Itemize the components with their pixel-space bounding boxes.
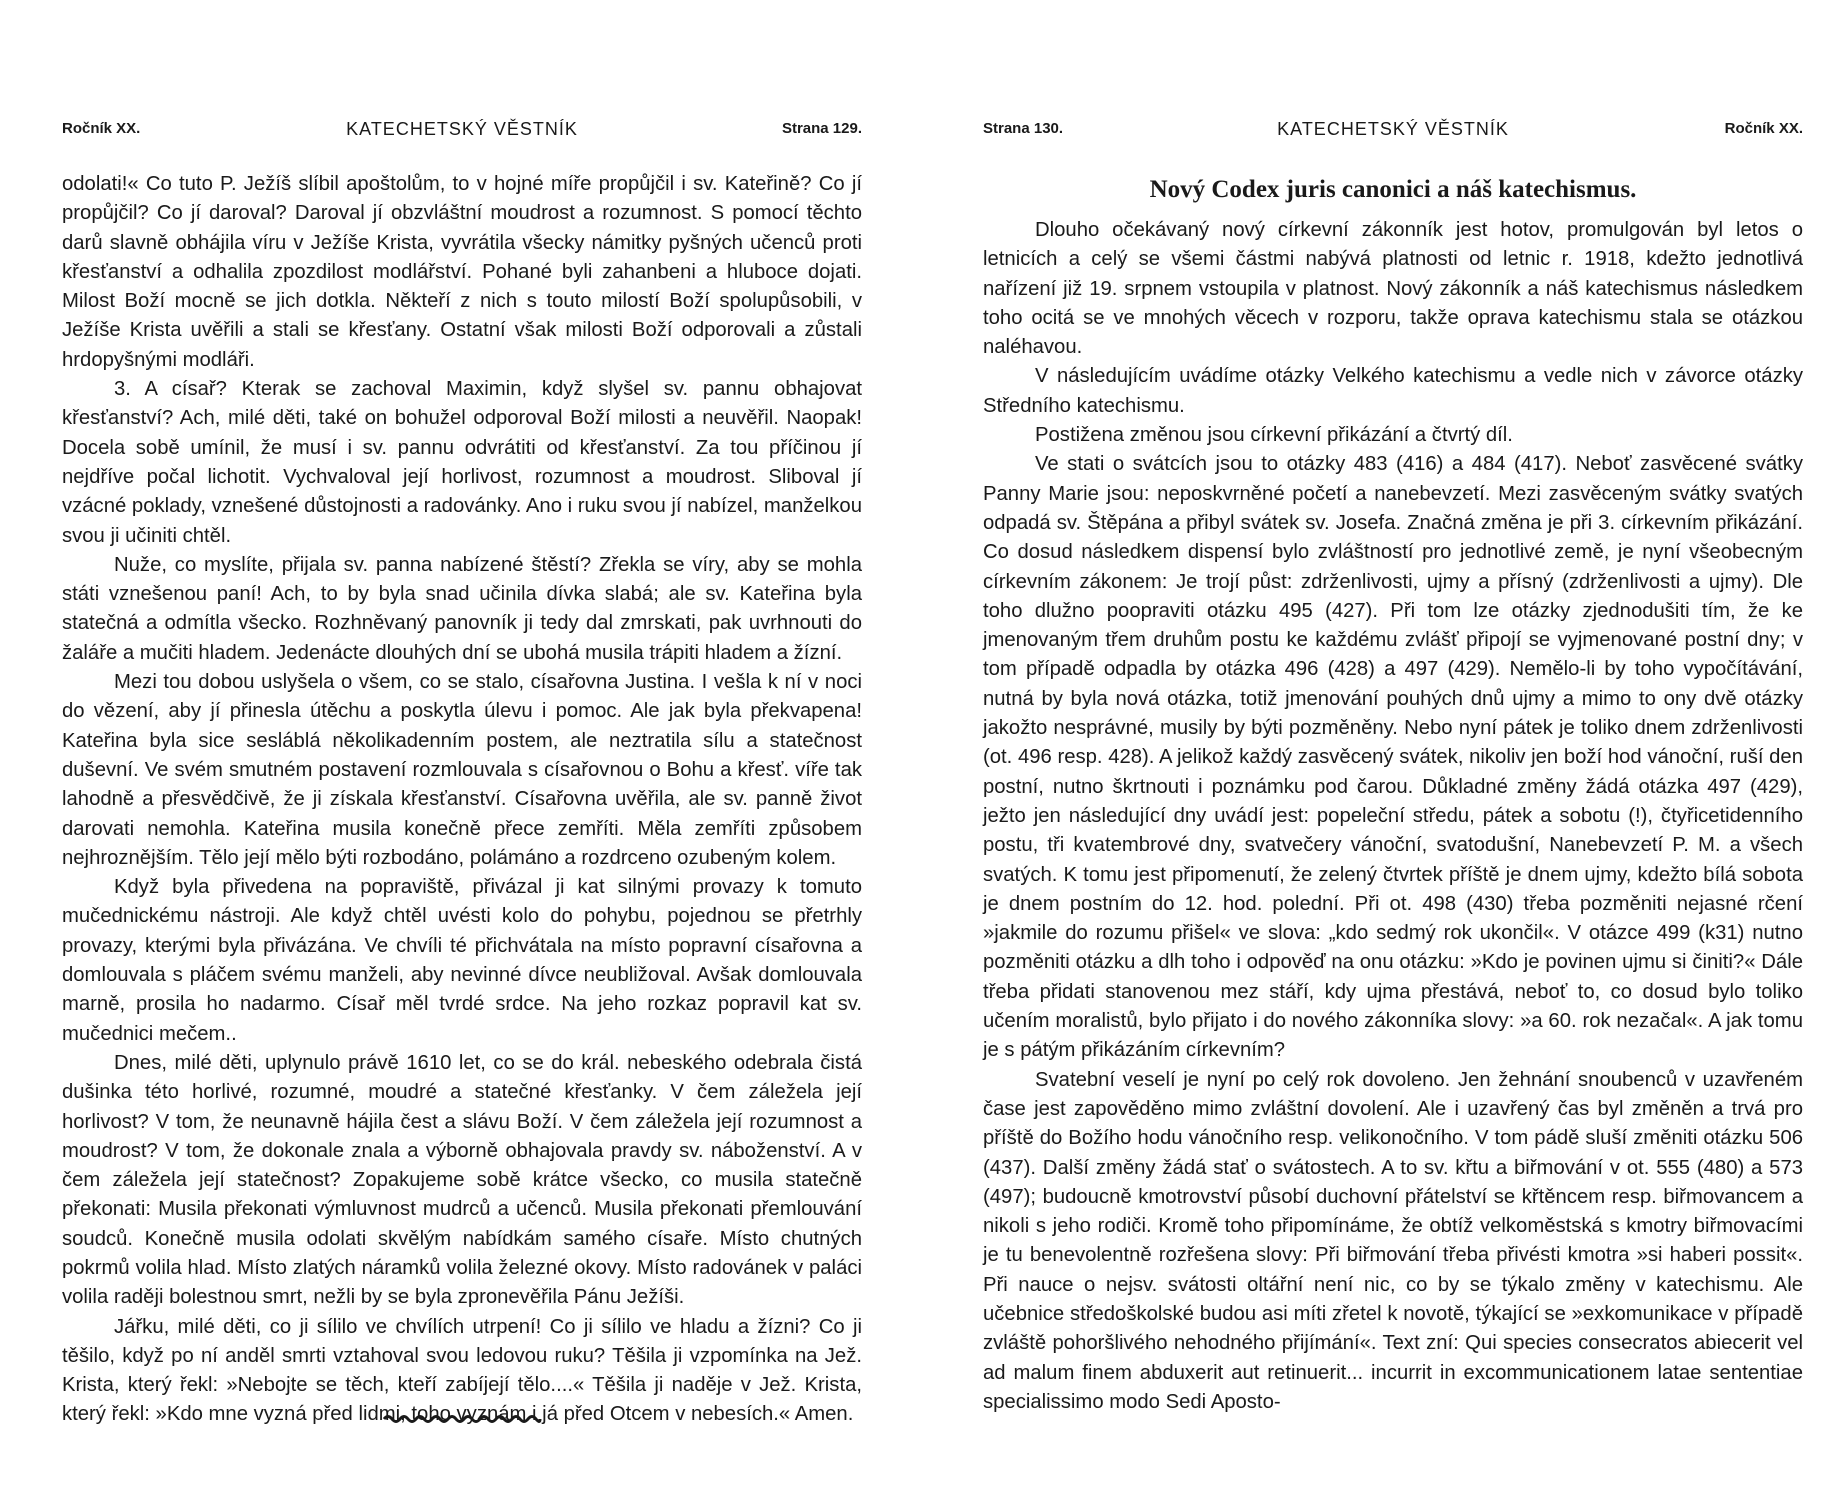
paragraph: Dnes, milé děti, uplynulo právě 1610 let, co se do král. nebeského odebrala čistá dušinka této horlivé, rozumné, moudré a statečné křesťanky. V čem záležela její horlivost? V tom, že neunavně hájila čest a slávu Boží. V čem záležela její rozumnost a moudrost? V tom, že dokonale znala a výborně obhajovala pravdy sv. náboženství. A v čem záležela její statečnost? Zopakujeme sobě krátce všecko, co musila statečně překonati: Musila překonati výmluvnost mudrců a učenců. Musila překonati přemlouvání soudců. Konečně musila odolati skvělým nabídkám samého císaře. Místo chutných pokrmů volila hlad. Místo zlatých náramků volila železné okovy. Místo radovánek v paláci volila raději bolestnou smrt, nežli by se byla zpronevěřila Pánu Ježíši.	[62, 1051, 862, 1309]
right-page-body	[983, 216, 1803, 1417]
right-page-header	[983, 116, 1803, 142]
paragraph: 3. A císař? Kterak se zachoval Maximin, když slyšel sv. pannu obhajovat křesťanství? Ach, milé děti, také on bohužel odporoval Boží milosti a neuvěřil. Naopak! Docela sobě umínil, že musí i sv. pannu odvrátiti od křesťanství. Za tou příčinou jí nejdříve počal lichotit. Vychvaloval její horlivost, rozumnost a moudrost. Sliboval jí vzácné poklady, vznešené důstojnosti a radovánky. Ano i ruku svou jí nabízel, manželkou svou ji učiniti chtěl.	[62, 378, 862, 547]
right-page	[983, 0, 1803, 1500]
paragraph: Jářku, milé děti, co ji sílilo ve chvílích utrpení! Co ji sílilo ve hladu a žízni? Co ji těšilo, když po ní anděl smrti vztahoval svou ledovou ruku? Těšila ji vzpomínka na Jež. Krista, který řekl: »Nebojte se těch, kteří zabíjejí tělo....« Těšila ji naděje v Jež. Krista, který řekl: »Kdo mne vyzná před lidmi, toho vyznám i já před Otcem v nebesích.« Amen.	[62, 1315, 862, 1426]
paragraph: Když byla přivedena na popraviště, přivázal ji kat silnými provazy k tomuto mučednickému nástroji. Ale když chtěl uvésti kolo do pohybu, pojednou se přetrhly provazy, kterými byla přivázána. Ve chvíli té přichvátala na místo popravní císařovna a domlouvala s pláčem svému manželi, aby nevinné dívce neubližoval. Avšak domlouvala marně, prosila ho nadarmo. Císař měl tvrdé srdce. Na jeho rozkaz popravil kat sv. mučednici mečem..	[62, 876, 862, 1045]
end-ornament	[382, 1412, 542, 1426]
paragraph: odolati!« Co tuto P. Ježíš slíbil apoštolům, to v hojné míře propůjčil i sv. Kateřině? Co jí propůjčil? Co jí daroval? Daroval jí obzvláštní moudrost a rozumnost. S pomocí těchto darů slavně obhájila víru v Ježíše Krista, vyvrátila všecky námitky pyšných učenců proti křesťanství a odhalila zpozdilost modlářství. Pohané byli zahanbeni a hluboce dojati. Milost Boží mocně se jich dotkla. Někteří z nich s touto milostí Boží spolupůsobili, v Ježíše Krista uvěřili a stali se křesťany. Ostatní však milosti Boží odporovali a zůstali hrdopyšnými modláři.	[62, 173, 862, 371]
paragraph: Ve stati o svátcích jsou to otázky 483 (416) a 484 (417). Neboť zasvěcené svátky Panny Marie jsou: neposkvrněné početí a nanebevzetí. Mezi zasvěceným svátky svatých odpadá sv. Štěpána a přibyl svátek sv. Josefa. Značná změna je při 3. církevním přikázání. Co dosud následkem dispensí bylo zvláštností pro jednotlivé země, je nyní všeobecným církevním zákonem: Je trojí půst: zdrženlivosti, ujmy a přísný (zdrženlivosti a ujmy). Dle toho dlužno poopraviti otázku 495 (427). Při tom lze otázky zjednodušiti tím, že ke jmenovaným třem druhům postu ke každému zvlášť připojí se vyjmenované postní dny; v tom případě odpadla by otázka 496 (428) a 497 (429). Nemělo-li by toho vypočítávání, nutná by byla nová otázka, totiž jmenování pouhých dnů ujmy a mimo to ony dvě otázky jakožto nesprávné, musily by býti pozměněny. Nebo nyní pátek je toliko dnem zdrženlivosti (ot. 496 resp. 428). A jelikož každý zasvěcený svátek, nikoliv jen boží hod vánoční, ruší den postní, nutno škrtnouti i poznámku pod čarou. Důkladné změny žádá otázka 497 (429), ježto jen následující dny uvádí jest: popeleční středu, pátek a sobotu (!), čtyřicetidenního postu, tři kvatembrové dny, svatvečery vánoční, svatodušní, Nanebevzetí P. M. a všech svatých. K tomu jest připomenutí, že zelený čtvrtek příště je dnem ujmy, kdežto bílá sobota je dnem postním do 12. hod. polední. Při ot. 498 (430) třeba pozměniti nejasné rčení »jakmile do rozumu přišel« ve slova: „kdo sedmý rok ukončil«. V otázce 499 (k31) nutno pozměniti otázku a dlh toho i odpověď na onu otázku: »Kdo je povinen ujmu si činiti?« Dále třeba přidati stanovenou mez stáří, kdy ujma přestává, neboť to, co dosud bylo toliko učením moralistů, bylo přijato i do nového zákonníka slovy: »a 60. rok nezačal«. A jak tomu je s pátým přikázáním církevním?	[983, 453, 1803, 1062]
page-number: Strana 130.	[983, 120, 1064, 137]
paragraph: Nuže, co myslíte, přijala sv. panna nabízené štěstí? Zřekla se víry, aby se mohla státi vznešenou paní! Ach, to by byla snad učinila dívka slabá; ale sv. Kateřina byla statečná a odmítla všecko. Rozhněvaný panovník ji tedy dal zmrskati, pak uvrhnouti do žaláře a mučiti hladem. Jedenácte dlouhých dní se ubohá musila trápiti hladem a žízní.	[62, 553, 862, 664]
left-page-header	[62, 116, 862, 142]
left-page	[62, 0, 862, 1500]
journal-title: KATECHETSKÝ VĚSTNÍK	[1277, 119, 1509, 139]
volume-label: Ročník XX.	[1724, 120, 1803, 137]
paragraph: Mezi tou dobou uslyšela o všem, co se stalo, císařovna Justina. I vešla k ní v noci do vězení, aby jí přinesla útěchu a poskytla úlevu i pomoc. Ale jak byla překvapena! Kateřina byla sice sesláblá několikadenním postem, ale neztratila sílu a statečnost duševní. Ve svém smutném postavení rozmlouvala s císařovnou o Bohu a křesť. víře tak lahodně a přesvědčivě, že ji získala křesťanství. Císařovna uvěřila, ale sv. panně život darovati nemohla. Kateřina musila konečně přece zemříti. Měla zemříti způsobem nejhroznějším. Tělo její mělo býti rozbodáno, polámáno a rozdrceno ozubeným kolem.	[62, 671, 862, 869]
page-number: Strana 129.	[781, 120, 862, 137]
paragraph: V následujícím uvádíme otázky Velkého katechismu a vedle nich v závorce otázky Středního katechismu.	[983, 365, 1803, 417]
paragraph: Postižena změnou jsou církevní přikázání a čtvrtý díl.	[1035, 424, 1513, 447]
left-page-body	[62, 170, 862, 1430]
paragraph: Dlouho očekávaný nový církevní zákonník jest hotov, promulgován byl letos o letnicích a celý se všemi částmi nabývá platnosti od letnic r. 1918, kdežto jednotlivá nařízení již 19. srpnem vstoupila v platnost. Nový zákonník a náš katechismus následkem toho ocitá se ve mnohých věcech v rozporu, takže oprava katechismu stala se otázkou naléhavou.	[983, 219, 1803, 359]
paragraph: Svatební veselí je nyní po celý rok dovoleno. Jen žehnání snoubenců v uzavřeném čase jest zapověděno mimo zvláštní dovolení. Ale i uzavřený čas byl změněn a trvá pro příště do Božího hodu vánočního resp. velikonočního. V tom pádě sluší změniti otázku 506 (437). Další změny žádá stať o svátostech. A to sv. křtu a biřmování v ot. 555 (480) a 573 (497); budoucně kmotrovství působí duchovní přátelství se křtěncem resp. biřmovancem a nikoli s jeho rodiči. Kromě toho připomínáme, že obtíž velkoměstská s kmotry biřmovacími je tu benevolentně rozřešena slovy: Při biřmování třeba přivésti kmotra »si haberi possit«. Při nauce o nejsv. svátosti oltářní není nic, co by se týkalo změny v katechismu. Ale učebnice středoškolské budou asi míti zřetel k novotě, týkající se »exkomunikace v případě zvláště pohoršlivého nehodného přijímání«. Text zní: Qui species consecratos abiecerit vel ad malum finem abduxerit aut retinuerit... incurrit in excommunicationem latae sententiae specialissimo modo Sedi Aposto-	[983, 1068, 1803, 1413]
journal-title: KATECHETSKÝ VĚSTNÍK	[346, 119, 578, 139]
article-title: Nový Codex juris canonici a náš katechismus.	[1149, 176, 1637, 203]
volume-label: Ročník XX.	[62, 120, 141, 137]
